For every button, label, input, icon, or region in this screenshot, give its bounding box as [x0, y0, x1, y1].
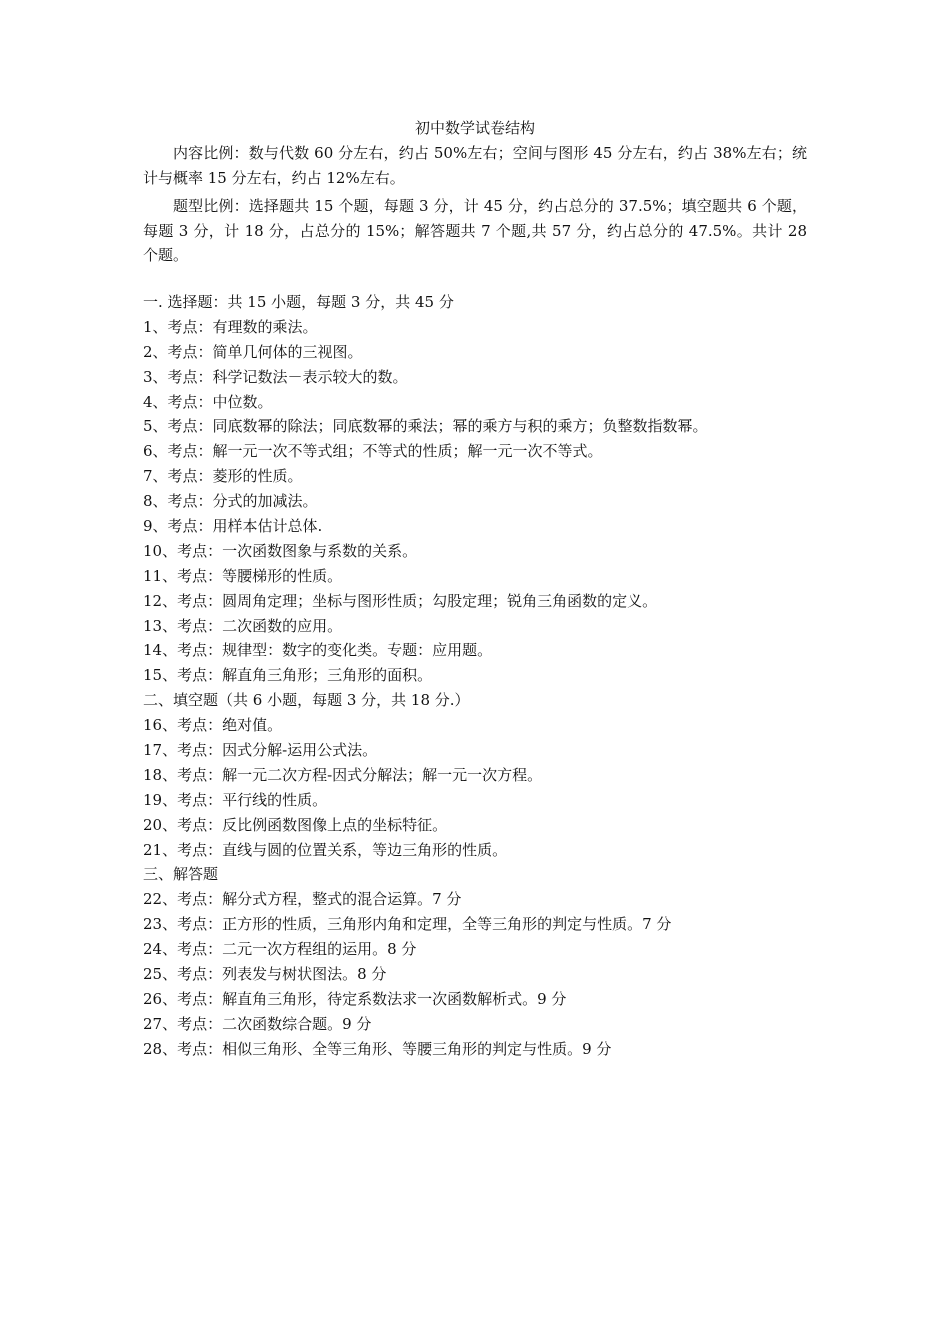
list-item: 22、考点：解分式方程，整式的混合运算。7 分 [143, 890, 462, 909]
list-item: 3、考点：科学记数法－表示较大的数。 [143, 367, 408, 386]
list-item: 20、考点：反比例函数图像上点的坐标特征。 [143, 815, 448, 834]
list-item: 7、考点：菱形的性质。 [143, 467, 303, 486]
section-heading: 三、解答题 [143, 865, 219, 884]
list-item: 27、考点：二次函数综合题。9 分 [143, 1014, 372, 1033]
list-item: 19、考点：平行线的性质。 [143, 790, 328, 809]
list-item: 16、考点：绝对值。 [143, 716, 283, 735]
list-item: 24、考点：二元一次方程组的运用。8 分 [143, 940, 417, 959]
list-item: 2、考点：简单几何体的三视图。 [143, 342, 363, 361]
list-item: 9、考点：用样本估计总体. [143, 517, 323, 536]
list-item: 8、考点：分式的加减法。 [143, 492, 318, 511]
section-heading: 一. 选择题：共 15 小题，每题 3 分，共 45 分 [143, 293, 454, 311]
exam-point-list [143, 290, 823, 1062]
list-item: 18、考点：解一元二次方程-因式分解法；解一元一次方程。 [143, 765, 543, 784]
list-item: 6、考点：解一元一次不等式组；不等式的性质；解一元一次不等式。 [143, 442, 603, 461]
list-item: 1、考点：有理数的乘法。 [143, 317, 318, 336]
list-item: 25、考点：列表发与树状图法。8 分 [143, 965, 387, 984]
list-item: 12、考点：圆周角定理；坐标与图形性质；勾股定理；锐角三角函数的定义。 [143, 591, 658, 610]
list-item: 26、考点：解直角三角形，待定系数法求一次函数解析式。9 分 [143, 989, 567, 1008]
section-heading: 二、填空题（共 6 小题，每题 3 分，共 18 分.） [143, 691, 470, 710]
list-item: 28、考点：相似三角形、全等三角形、等腰三角形的判定与性质。9 分 [143, 1039, 612, 1058]
list-item: 10、考点：一次函数图象与系数的关系。 [143, 541, 418, 560]
question-type-ratio-paragraph: 题型比例：选择题共 15 个题，每题 3 分，计 45 分，约占总分的 37.5%；填空题共 6 个题，每题 3 分，计 18 分，占总分的 15%；解答题共 7 个题,共 57 分，约占总分的 47.5%。共计 28 个题。 [143, 197, 807, 264]
list-item: 23、考点：正方形的性质，三角形内角和定理，全等三角形的判定与性质。7 分 [143, 915, 672, 934]
content-ratio-paragraph: 内容比例：数与代数 60 分左右，约占 50%左右；空间与图形 45 分左右，约占 38%左右；统计与概率 15 分左右，约占 12%左右。 [143, 144, 807, 187]
list-item: 21、考点：直线与圆的位置关系，等边三角形的性质。 [143, 840, 508, 859]
list-item: 5、考点：同底数幂的除法；同底数幂的乘法；幂的乘方与积的乘方；负整数指数幂。 [143, 417, 708, 436]
list-item: 13、考点：二次函数的应用。 [143, 616, 343, 635]
document-title: 初中数学试卷结构 [414, 119, 535, 137]
list-item: 15、考点：解直角三角形；三角形的面积。 [143, 666, 433, 685]
list-item: 14、考点：规律型：数字的变化类。专题：应用题。 [143, 641, 493, 660]
list-item: 17、考点：因式分解-运用公式法。 [143, 741, 378, 760]
list-item: 4、考点：中位数。 [143, 392, 273, 411]
list-item: 11、考点：等腰梯形的性质。 [143, 566, 343, 585]
